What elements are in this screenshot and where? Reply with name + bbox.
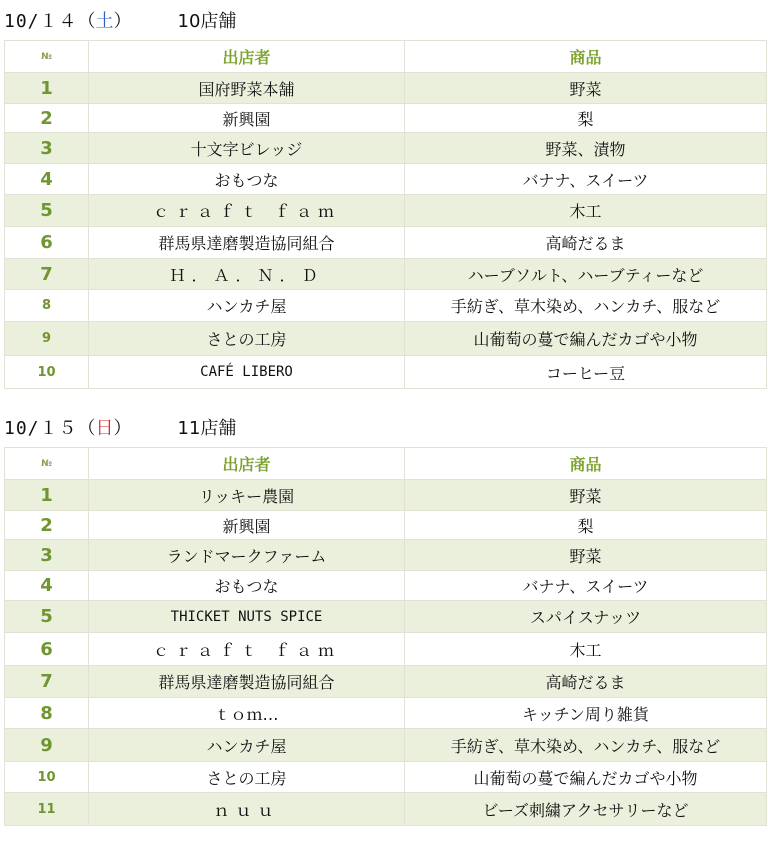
table-row [5,762,767,793]
table-row [5,195,767,227]
table-row [5,601,767,633]
header-vendor: 出店者 [89,41,405,73]
day2-day-of-week: 日 [95,418,114,439]
day1-vendor-table [4,40,767,389]
row-vendor: おもつな [89,571,405,601]
row-no: 5 [5,195,89,227]
row-no: 10 [5,762,89,793]
table-row [5,133,767,164]
row-no: 3 [5,133,89,164]
table-row [5,571,767,601]
table-row [5,356,767,389]
table-row [5,259,767,290]
row-vendor: Ｈ．Ａ．Ｎ．Ｄ [89,259,405,290]
day2-date: 10/１５ [4,418,78,439]
row-vendor: ｃｒａｆｔ ｆａｍ [89,195,405,227]
row-product: 手紡ぎ、草木染め、ハンカチ、服など [405,729,767,762]
row-no: 11 [5,793,89,826]
row-vendor: THICKET NUTS SPICE [89,601,405,633]
row-no: 7 [5,259,89,290]
table-row [5,511,767,540]
row-no: 1 [5,480,89,511]
row-product: 梨 [405,511,767,540]
table-row [5,73,767,104]
row-no: 5 [5,601,89,633]
row-no: 9 [5,322,89,356]
header-no: № [5,448,89,480]
row-vendor: ｔｏｍ… [89,698,405,729]
table-row [5,227,767,259]
day2-store-count: 11店舗 [177,418,237,439]
row-no: 4 [5,571,89,601]
header-product: 商品 [405,41,767,73]
table-row [5,540,767,571]
row-vendor: CAFÉ LIBERO [89,356,405,389]
day1-dow-close: ） [113,11,132,32]
row-no: 1 [5,73,89,104]
row-product: キッチン周り雑貨 [405,698,767,729]
row-no: 10 [5,356,89,389]
row-vendor: さとの工房 [89,322,405,356]
row-vendor: 新興園 [89,511,405,540]
row-product: 野菜 [405,480,767,511]
day2-vendor-table [4,447,767,826]
header-product: 商品 [405,448,767,480]
row-product: 木工 [405,633,767,666]
row-vendor: ハンカチ屋 [89,290,405,322]
row-product: ハーブソルト、ハーブティーなど [405,259,767,290]
row-product: 山葡萄の蔓で編んだカゴや小物 [405,322,767,356]
day1-date: 10/１４ [4,11,78,32]
row-product: 野菜 [405,540,767,571]
row-no: 7 [5,666,89,698]
row-vendor: 十文字ビレッジ [89,133,405,164]
table-header-row [5,448,767,480]
row-no: 3 [5,540,89,571]
row-product: 野菜 [405,73,767,104]
table-row [5,666,767,698]
day2-dow-close: ） [113,418,132,439]
row-product: バナナ、スイーツ [405,571,767,601]
row-product: ビーズ刺繍アクセサリーなど [405,793,767,826]
table-row [5,793,767,826]
row-vendor: ハンカチ屋 [89,729,405,762]
row-vendor: おもつな [89,164,405,195]
row-product: 高崎だるま [405,227,767,259]
row-product: 手紡ぎ、草木染め、ハンカチ、服など [405,290,767,322]
row-product: 高崎だるま [405,666,767,698]
table-row [5,290,767,322]
row-no: 6 [5,633,89,666]
row-product: 山葡萄の蔓で編んだカゴや小物 [405,762,767,793]
row-product: 梨 [405,104,767,133]
row-product: スパイスナッツ [405,601,767,633]
row-product: 木工 [405,195,767,227]
day2-heading [0,407,768,447]
row-vendor: 群馬県達磨製造協同組合 [89,227,405,259]
header-no: № [5,41,89,73]
row-no: 8 [5,290,89,322]
day1-dow-open: （ [77,11,96,32]
table-header-row [5,41,767,73]
day1-day-of-week: 土 [95,11,114,32]
table-row [5,104,767,133]
table-row [5,698,767,729]
row-product: バナナ、スイーツ [405,164,767,195]
row-product: 野菜、漬物 [405,133,767,164]
table-row [5,480,767,511]
row-no: 2 [5,511,89,540]
row-no: 6 [5,227,89,259]
row-vendor: ｎｕｕ [89,793,405,826]
day2-dow-open: （ [77,418,96,439]
table-row [5,633,767,666]
table-row [5,729,767,762]
table-row [5,322,767,356]
row-product: コーヒー豆 [405,356,767,389]
row-vendor: リッキー農園 [89,480,405,511]
row-vendor: ランドマークファーム [89,540,405,571]
row-no: 8 [5,698,89,729]
row-vendor: ｃｒａｆｔ ｆａｍ [89,633,405,666]
row-vendor: 群馬県達磨製造協同組合 [89,666,405,698]
row-no: 9 [5,729,89,762]
row-no: 2 [5,104,89,133]
day1-heading [0,0,768,40]
day1-store-count: 10店舗 [177,11,237,32]
table-row [5,164,767,195]
header-vendor: 出店者 [89,448,405,480]
row-vendor: 国府野菜本舗 [89,73,405,104]
row-vendor: さとの工房 [89,762,405,793]
row-no: 4 [5,164,89,195]
row-vendor: 新興園 [89,104,405,133]
